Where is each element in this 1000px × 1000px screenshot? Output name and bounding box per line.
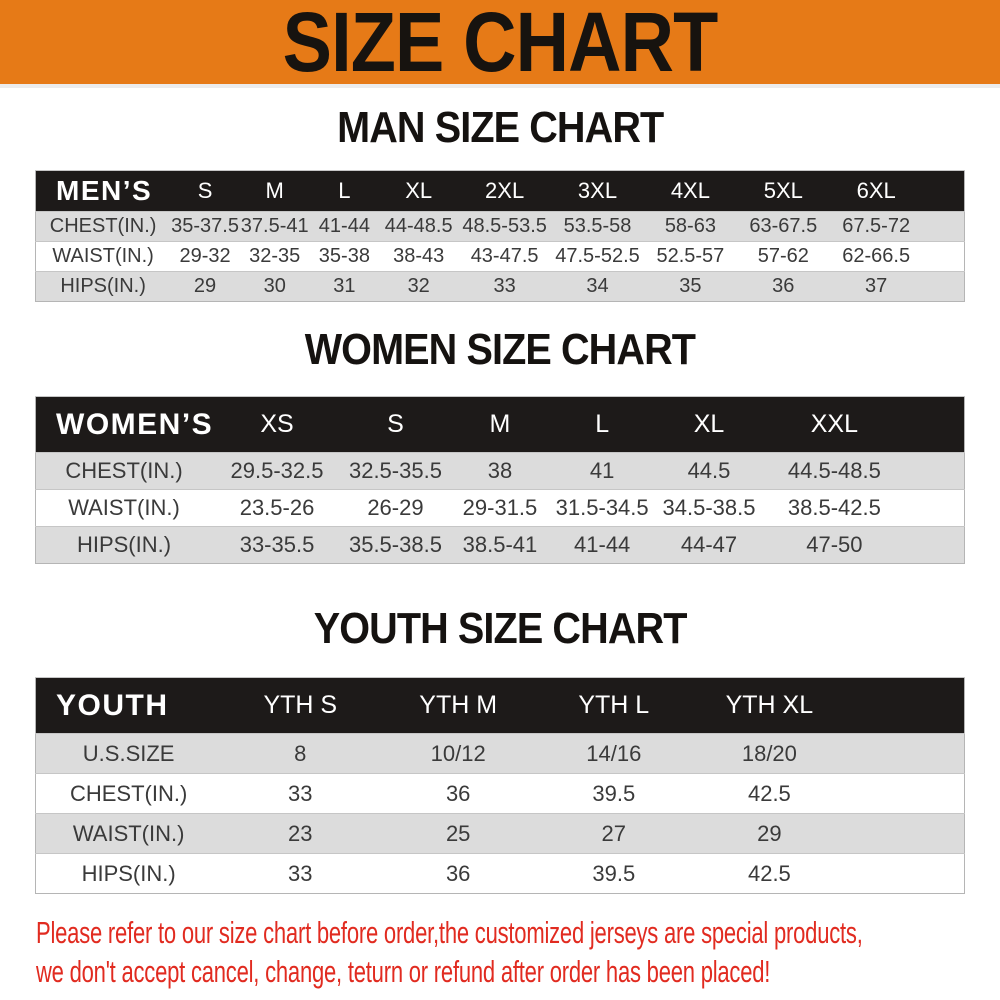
youth-hips-value: 33 <box>221 854 379 894</box>
women-chest-value: 32.5-35.5 <box>342 453 449 490</box>
men-hips-value: 31 <box>310 272 380 302</box>
size-chart-banner <box>0 0 1000 88</box>
women-chest-value: 44.5 <box>653 453 764 490</box>
men-waist-value: 62-66.5 <box>830 242 923 272</box>
row-label: HIPS(IN.) <box>36 527 213 564</box>
men-table-header-row <box>36 171 965 212</box>
row-label: WAIST(IN.) <box>36 242 171 272</box>
banner-title: SIZE CHART <box>282 0 718 89</box>
men-chest-value: 58-63 <box>644 212 737 242</box>
women-hips-row <box>36 527 965 564</box>
women-waist-row <box>36 490 965 527</box>
men-size-table <box>35 170 965 302</box>
youth-chest-value: 42.5 <box>690 774 848 814</box>
women-chest-value: 38 <box>449 453 551 490</box>
youth-hips-value: 36 <box>379 854 537 894</box>
women-hips-value: 44-47 <box>653 527 764 564</box>
youth-header-filler <box>848 678 964 734</box>
men-waist-value: 47.5-52.5 <box>551 242 644 272</box>
men-waist-value: 29-32 <box>170 242 240 272</box>
order-policy-note <box>36 913 966 991</box>
women-chest-value: 29.5-32.5 <box>212 453 342 490</box>
youth-waist-value: 25 <box>379 814 537 854</box>
youth-hips-value: 39.5 <box>537 854 690 894</box>
row-label: U.S.SIZE <box>36 734 222 774</box>
youth-waist-value: 29 <box>690 814 848 854</box>
women-size-col: M <box>449 397 551 453</box>
youth-size-col: YTH XL <box>690 678 848 734</box>
women-chest-row <box>36 453 965 490</box>
men-chest-value: 48.5-53.5 <box>458 212 551 242</box>
women-header-filler <box>904 397 964 453</box>
men-chest-value: 44-48.5 <box>379 212 458 242</box>
women-hips-value: 35.5-38.5 <box>342 527 449 564</box>
men-size-col: S <box>170 171 240 212</box>
men-header-filler <box>923 171 965 212</box>
men-waist-row <box>36 242 965 272</box>
row-filler <box>904 453 964 490</box>
youth-ussize-value: 14/16 <box>537 734 690 774</box>
men-chest-value: 53.5-58 <box>551 212 644 242</box>
youth-size-col: YTH S <box>221 678 379 734</box>
row-label: CHEST(IN.) <box>36 774 222 814</box>
men-hips-row <box>36 272 965 302</box>
youth-table-header-row <box>36 678 965 734</box>
women-size-table <box>35 396 965 564</box>
women-size-col: XXL <box>765 397 904 453</box>
row-label: WAIST(IN.) <box>36 814 222 854</box>
row-label: CHEST(IN.) <box>36 453 213 490</box>
youth-chest-value: 36 <box>379 774 537 814</box>
row-filler <box>923 212 965 242</box>
women-hips-value: 41-44 <box>551 527 653 564</box>
youth-size-table <box>35 677 965 894</box>
row-label: HIPS(IN.) <box>36 854 222 894</box>
row-filler <box>904 527 964 564</box>
men-hips-value: 29 <box>170 272 240 302</box>
men-section-heading <box>0 103 1000 152</box>
row-label: HIPS(IN.) <box>36 272 171 302</box>
men-hips-value: 32 <box>379 272 458 302</box>
row-filler <box>923 272 965 302</box>
youth-waist-value: 27 <box>537 814 690 854</box>
youth-size-col: YTH L <box>537 678 690 734</box>
men-waist-value: 32-35 <box>240 242 310 272</box>
men-chest-value: 63-67.5 <box>737 212 830 242</box>
youth-hips-row <box>36 854 965 894</box>
men-size-col: M <box>240 171 310 212</box>
men-hips-value: 30 <box>240 272 310 302</box>
row-filler <box>848 734 964 774</box>
youth-waist-value: 23 <box>221 814 379 854</box>
row-label: WAIST(IN.) <box>36 490 213 527</box>
women-table-header-row <box>36 397 965 453</box>
women-hips-value: 47-50 <box>765 527 904 564</box>
women-size-col: L <box>551 397 653 453</box>
row-filler <box>848 774 964 814</box>
row-label: CHEST(IN.) <box>36 212 171 242</box>
youth-ussize-value: 10/12 <box>379 734 537 774</box>
youth-chest-value: 39.5 <box>537 774 690 814</box>
women-section-heading <box>0 325 1000 374</box>
women-hips-value: 38.5-41 <box>449 527 551 564</box>
men-hips-value: 33 <box>458 272 551 302</box>
youth-hips-value: 42.5 <box>690 854 848 894</box>
youth-ussize-row <box>36 734 965 774</box>
men-size-col: 6XL <box>830 171 923 212</box>
men-waist-value: 57-62 <box>737 242 830 272</box>
youth-section-heading <box>0 604 1000 653</box>
youth-chest-value: 33 <box>221 774 379 814</box>
men-section-heading-text: MAN SIZE CHART <box>336 103 664 152</box>
women-size-col: S <box>342 397 449 453</box>
men-chest-row <box>36 212 965 242</box>
order-policy-note-line-1: Please refer to our size chart before order,the customized jerseys are special products, <box>36 915 863 950</box>
row-filler <box>923 242 965 272</box>
youth-ussize-value: 8 <box>221 734 379 774</box>
men-hips-value: 34 <box>551 272 644 302</box>
men-size-col: L <box>310 171 380 212</box>
men-chest-value: 67.5-72 <box>830 212 923 242</box>
women-size-col: XS <box>212 397 342 453</box>
men-waist-value: 43-47.5 <box>458 242 551 272</box>
row-filler <box>848 854 964 894</box>
men-waist-value: 52.5-57 <box>644 242 737 272</box>
men-size-col: XL <box>379 171 458 212</box>
men-chest-value: 35-37.5 <box>170 212 240 242</box>
men-waist-value: 35-38 <box>310 242 380 272</box>
men-waist-value: 38-43 <box>379 242 458 272</box>
youth-chest-row <box>36 774 965 814</box>
men-chest-value: 37.5-41 <box>240 212 310 242</box>
women-waist-value: 34.5-38.5 <box>653 490 764 527</box>
order-policy-note-line-2: we don't accept cancel, change, teturn or refund after order has been placed! <box>36 954 771 989</box>
youth-ussize-value: 18/20 <box>690 734 848 774</box>
men-chest-value: 41-44 <box>310 212 380 242</box>
men-hips-value: 35 <box>644 272 737 302</box>
youth-section-heading-text: YOUTH SIZE CHART <box>313 604 687 653</box>
men-size-col: 4XL <box>644 171 737 212</box>
youth-size-col: YTH M <box>379 678 537 734</box>
women-waist-value: 31.5-34.5 <box>551 490 653 527</box>
row-filler <box>904 490 964 527</box>
women-table-title: WOMEN’S <box>36 397 213 453</box>
men-hips-value: 36 <box>737 272 830 302</box>
men-table-title: MEN’S <box>36 171 171 212</box>
men-size-col: 3XL <box>551 171 644 212</box>
women-chest-value: 44.5-48.5 <box>765 453 904 490</box>
youth-table-title: YOUTH <box>36 678 222 734</box>
women-waist-value: 23.5-26 <box>212 490 342 527</box>
youth-waist-row <box>36 814 965 854</box>
women-chest-value: 41 <box>551 453 653 490</box>
women-section-heading-text: WOMEN SIZE CHART <box>304 325 696 374</box>
women-waist-value: 29-31.5 <box>449 490 551 527</box>
men-size-col: 5XL <box>737 171 830 212</box>
men-hips-value: 37 <box>830 272 923 302</box>
men-size-col: 2XL <box>458 171 551 212</box>
women-waist-value: 38.5-42.5 <box>765 490 904 527</box>
women-waist-value: 26-29 <box>342 490 449 527</box>
row-filler <box>848 814 964 854</box>
women-hips-value: 33-35.5 <box>212 527 342 564</box>
women-size-col: XL <box>653 397 764 453</box>
